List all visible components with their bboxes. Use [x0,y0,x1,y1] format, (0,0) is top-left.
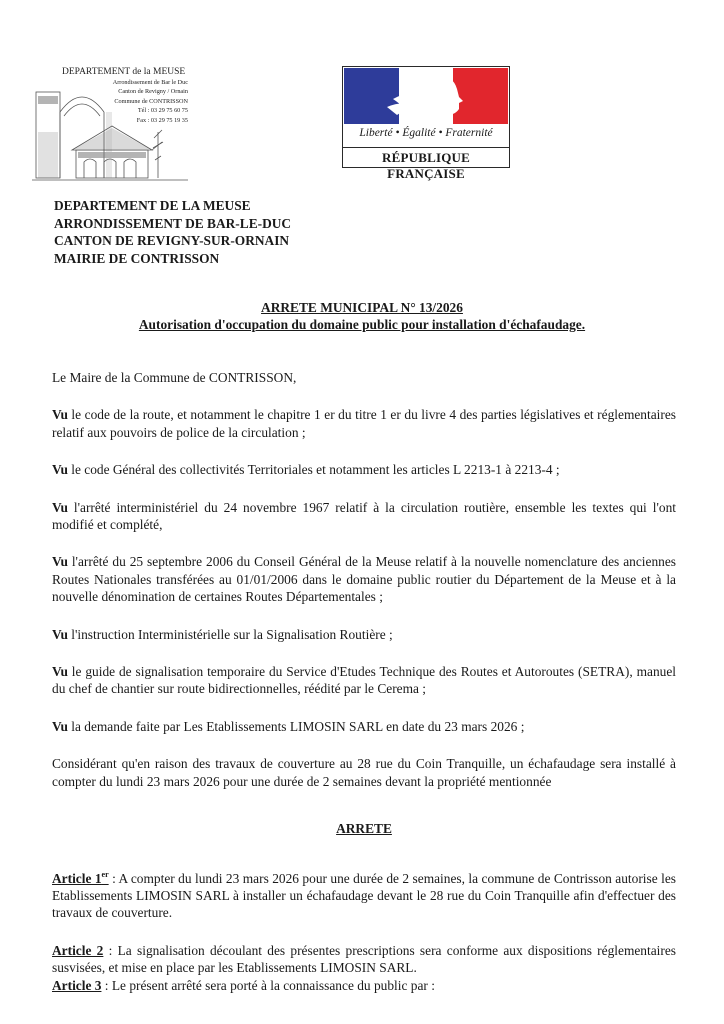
article-2-text: : La signalisation découlant des présentes prescriptions sera conforme aux dispositions réglementaires susvisées, et mise en place par les Etablissements LIMOSIN SARL. [52,942,676,976]
title-number: ARRETE MUNICIPAL N° 13/2026 [261,300,463,315]
vu-paragraph [52,663,676,698]
vu-label: Vu [52,407,68,423]
intro-paragraph: Le Maire de la Commune de CONTRISSON, [52,370,297,385]
vu-paragraph [52,499,676,534]
vu-label: Vu [52,718,68,734]
vu-text: le guide de signalisation temporaire du Service d'Etudes Technique des Routes et Autoroutes (SETRA), manuel du chef de chantier sur route bidirectionnelles, réédité par le Cerema ; [52,664,676,697]
header-line: MAIRIE DE CONTRISSON [54,250,220,266]
vu-text: l'arrêté du 25 septembre 2006 du Conseil Général de la Meuse relatif à la nouvelle nomenclature des anciennes Routes Nationales transférées au 01/01/2006 dans le domaine public routier du Département de la Meuse et à la nouvelle dénomination de certaines Routes Départementales ; [52,554,676,605]
article-3-text: : Le présent arrêté sera porté à la connaissance du public par : [101,977,435,993]
title-subject: Autorisation d'occupation du domaine public pour installation d'échafaudage. [138,317,586,332]
document-body [52,369,676,994]
logo-republique: RÉPUBLIQUE FRANÇAISE [343,147,509,182]
marianne-profile-icon [373,69,503,124]
logo-motto: Liberté • Égalité • Fraternité [359,127,493,139]
authority-header [54,197,454,267]
vu-paragraph [52,461,676,478]
vu-label: Vu [52,499,68,515]
stamp-line: Commune de CONTRISSON [114,97,188,105]
republique-francaise-logo [342,66,510,181]
vu-text: la demande faite par Les Etablissements LIMOSIN SARL en date du 23 mars 2026 ; [67,718,525,734]
vu-paragraph [52,406,676,441]
considerant-paragraph: Considérant qu'en raison des travaux de couverture au 28 rue du Coin Tranquille, un échafaudage sera installé à compter du lundi 23 mars 2026 pour une durée de 2 semaines devant la propriété mentionnée [52,756,676,789]
stamp-line: Fax : 03 29 75 19 35 [136,116,188,124]
article-3-label: Article 3 [52,977,102,993]
vu-text: le code Général des collectivités Territoriales et notamment les articles L 2213-1 à 2213-4 ; [67,462,560,478]
header-line: CANTON DE REVIGNY-SUR-ORNAIN [54,233,290,249]
stamp-line: Canton de Revigny / Ornain [118,88,188,96]
article-2-label: Article 2 [52,942,104,958]
vu-paragraph [52,718,676,735]
arrete-heading: ARRETE [336,821,392,837]
stamp-line: Arrondissement de Bar le Duc [112,78,188,86]
vu-paragraph [52,553,676,605]
article-1-label: Article 1er [52,869,109,886]
stamp-line: DEPARTEMENT de la MEUSE [62,67,186,77]
vu-text: l'instruction Interministérielle sur la Signalisation Routière ; [67,626,393,642]
vu-label: Vu [52,462,68,478]
vu-text: l'arrêté interministériel du 24 novembre 1967 relatif à la circulation routière, ensemble les textes qui l'ont modifié et complété, [52,499,676,533]
article-3 [52,977,676,994]
article-2 [52,942,676,977]
article-1-sup: er [101,869,109,879]
stamp-text [56,68,188,126]
vu-label: Vu [52,554,68,570]
header-line: DEPARTEMENT DE LA MEUSE [54,198,251,213]
article-1-text: : A compter du lundi 23 mars 2026 pour une durée de 2 semaines, la commune de Contrisson autorise les Etablissements LIMOSIN SARL à installer un échafaudage devant le 28 rue du Coin Tranquille afin d'effectuer des travaux de couverture. [52,870,676,921]
vu-paragraph [52,626,676,643]
document-title [60,299,664,333]
vu-label: Vu [52,626,68,642]
vu-label: Vu [52,664,68,680]
article-1 [52,870,676,922]
header-line: ARRONDISSEMENT DE BAR-LE-DUC [54,215,292,231]
mairie-stamp [32,66,188,186]
stamp-line: Tél : 03 29 75 60 75 [137,107,188,115]
vu-text: le code de la route, et notamment le chapitre 1 er du titre 1 er du livre 4 des parties législatives et réglementaires relatif aux pouvoirs de police de la circulation ; [52,407,676,440]
